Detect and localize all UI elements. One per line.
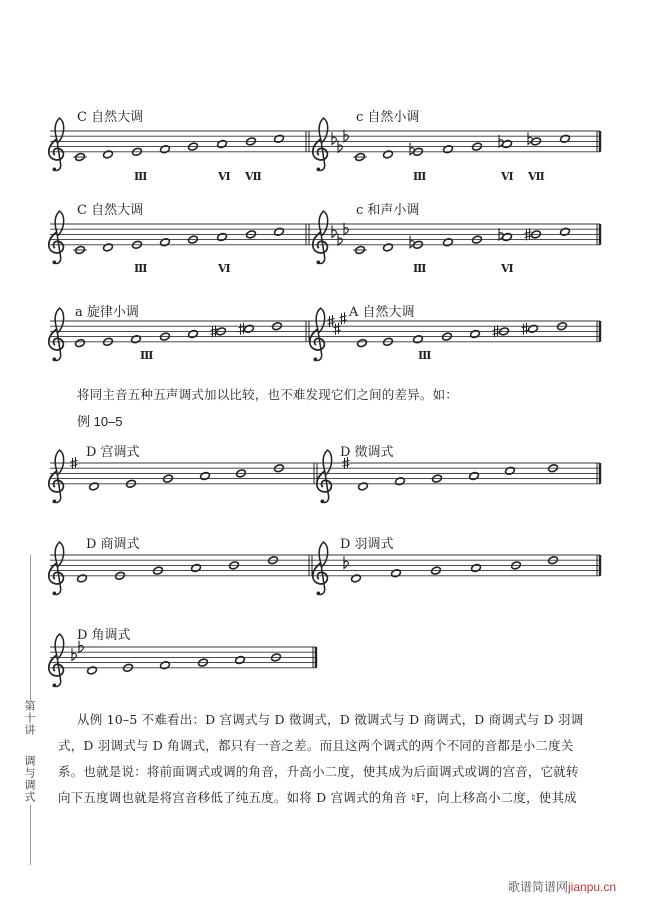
row2-right-label: c 和声小调 [356,203,420,218]
note-head [351,574,362,583]
flat-icon [332,225,336,237]
treble-clef-icon [313,118,328,171]
treble-clef-icon [49,542,64,595]
row2-left-label: C 自然大调 [77,203,144,218]
note-head [191,563,202,572]
mode-yu-label: D 羽调式 [340,537,394,552]
note-head [528,324,539,333]
degree-numeral: Ⅲ [134,171,148,183]
degree-numeral: Ⅵ [218,171,231,183]
note-head [357,339,368,348]
note-head [413,335,424,344]
note-head [87,666,98,675]
watermark-url: jianpu.cn [568,880,617,894]
treble-clef-icon [317,450,332,503]
note-head [274,134,285,143]
flat-icon [332,132,336,144]
note-head [505,466,516,475]
note-head [235,655,246,664]
note-head [560,134,571,143]
note-head [358,482,369,491]
note-head [391,569,402,578]
note-head [188,329,199,338]
mode-gong-label: D 宫调式 [86,445,140,460]
degree-numeral: Ⅲ [413,171,427,183]
note-head [77,574,88,583]
note-head [200,471,211,480]
watermark [508,878,616,895]
note-head [469,471,480,480]
note-head [160,661,171,670]
row1-left-label: C 自然大调 [77,110,144,125]
note-head [471,563,482,572]
degree-numeral: Ⅶ [528,171,545,183]
note-head [560,227,571,236]
watermark-site: 歌谱简谱网 [508,880,569,894]
note-head [103,150,114,159]
note-head [383,243,394,252]
flat-icon [72,648,76,660]
flat-icon [344,556,348,568]
sidebar-rule [30,805,31,865]
note-head [160,145,171,154]
note-head [131,335,142,344]
note-head [217,139,228,148]
note-head [103,243,114,252]
note-head [383,150,394,159]
mode-jue-label: D 角调式 [77,628,131,643]
note-head [75,339,86,348]
sharp-icon [340,312,347,324]
degree-numeral: Ⅲ [418,350,432,362]
row3-right-label: A 自然大调 [349,305,415,320]
degree-numeral: Ⅲ [140,350,154,362]
sharp-icon [334,323,341,335]
intro-text: 将同主音五种五声调式加以比较，也不难发现它们之间的差异。如： [77,387,459,402]
row3-left-label: a 旋律小调 [75,305,139,320]
paragraph-line: 式，D 羽调式与 D 角调式，都只有一音之差。而且这两个调式的两个不同的音都是小二度关 [58,738,574,753]
treble-clef-icon [49,118,64,171]
degree-numeral: Ⅲ [413,263,427,275]
degree-numeral: Ⅶ [245,171,262,183]
note-head [395,477,406,486]
note-head [470,329,481,338]
degree-numeral: Ⅵ [501,171,514,183]
note-head [274,227,285,236]
note-head [217,232,228,241]
paragraph-line: 从例 10–5 不难看出：D 宫调式与 D 徵调式，D 徵调式与 D 商调式，D 商调式与 D 羽调 [77,712,584,727]
paragraph-line: 向下五度调也就是将宫音移低了纯五度。如将 D 宫调式的角音 ♮F，向上移高小二度，使其成 [58,790,577,805]
note-head [443,238,454,247]
sidebar-lecture: 第十讲 [23,700,36,736]
sidebar-topic: 调与调式 [23,755,36,803]
row1-right-label: c 自然小调 [356,110,420,125]
note-head [160,238,171,247]
mode-zhi-label: D 徵调式 [340,445,394,460]
treble-clef-icon [313,211,328,264]
mode-shang-label: D 商调式 [86,537,140,552]
treble-clef-icon [49,308,64,361]
treble-clef-icon [313,542,328,595]
treble-clef-icon [49,450,64,503]
degree-numeral: Ⅲ [134,263,148,275]
note-head [89,482,100,491]
paragraph-line: 系。也就是说：将前面调式或调的角音，升高小二度，使其成为后面调式或调的宫音，它就转 [58,764,579,779]
sidebar-rule [30,555,31,700]
sharp-icon [522,323,529,335]
degree-numeral: Ⅵ [218,263,231,275]
treble-clef-icon [49,634,64,687]
note-head [244,324,255,333]
degree-numeral: Ⅵ [501,263,514,275]
treble-clef-icon [49,211,64,264]
treble-clef-icon [310,308,325,361]
note-head [443,145,454,154]
example-title: 例 10–5 [77,414,123,429]
